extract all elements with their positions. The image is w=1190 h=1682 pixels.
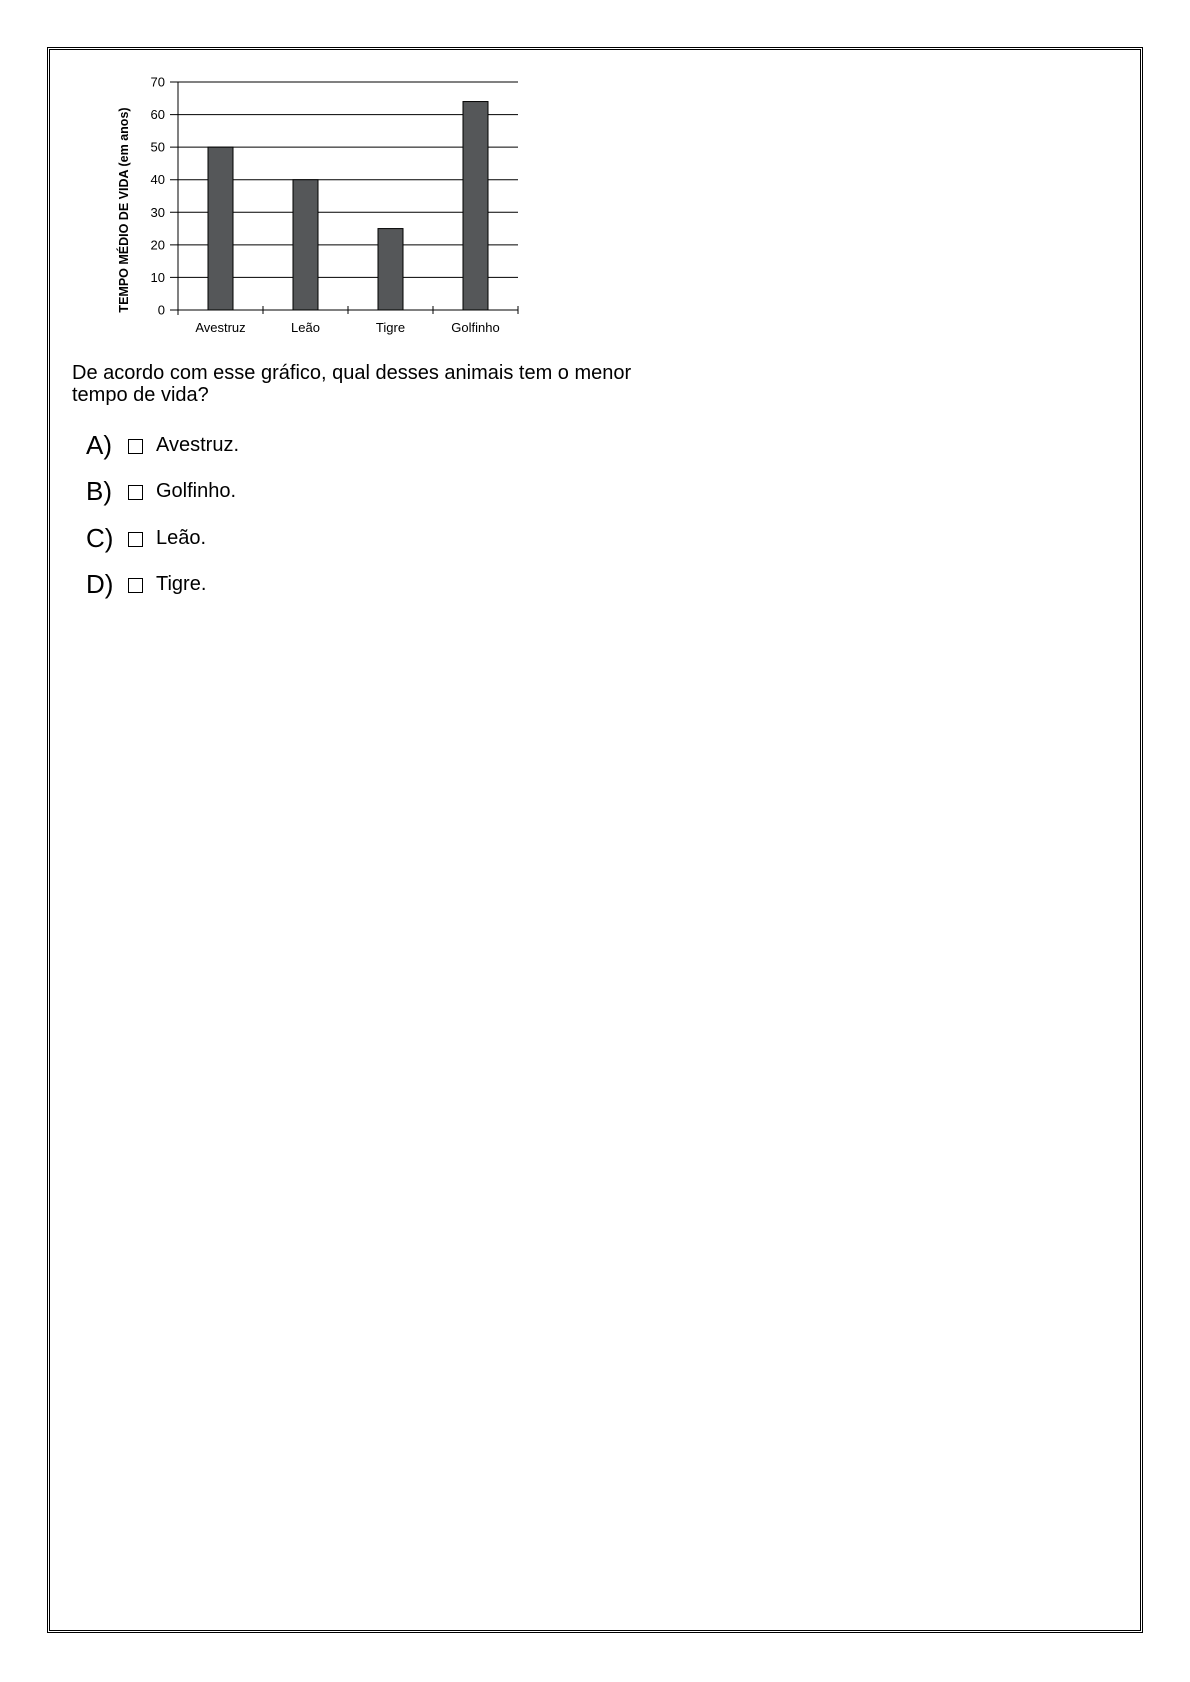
option-d-text: Tigre. [156, 573, 207, 596]
option-b[interactable] [86, 469, 239, 516]
option-d-letter: D) [86, 569, 114, 600]
question-text: De acordo com esse gráfico, qual desses animais tem o menor tempo de vida? [72, 362, 632, 406]
bar-chart [110, 65, 530, 340]
x-category-label: Golfinho [451, 320, 500, 335]
option-c-text: Leão. [156, 526, 207, 549]
y-tick-label: 70 [150, 74, 165, 90]
y-tick-label: 20 [150, 237, 165, 253]
option-a-text: Avestruz. [156, 433, 239, 456]
option-a-checkbox[interactable] [128, 439, 143, 454]
option-b-letter: B) [86, 476, 112, 507]
y-tick-label: 60 [150, 107, 165, 123]
option-c-checkbox[interactable] [128, 532, 143, 547]
bar-2 [293, 180, 318, 310]
bar-1 [208, 147, 233, 310]
option-d[interactable] [86, 562, 239, 609]
chart-svg [110, 65, 530, 340]
option-d-checkbox[interactable] [128, 578, 143, 593]
bar-4 [463, 102, 488, 310]
y-tick-label: 50 [150, 139, 165, 155]
x-category-label: Tigre [375, 320, 406, 335]
x-category-label: Avestruz [195, 320, 246, 335]
option-b-text: Golfinho. [156, 480, 237, 503]
option-a-letter: A) [86, 429, 112, 460]
y-axis-label: TEMPO MÉDIO DE VIDA (em anos) [117, 107, 131, 313]
option-a[interactable] [86, 422, 239, 469]
answer-options [86, 422, 239, 608]
y-tick-label: 40 [150, 172, 165, 188]
x-category-label: Leão [291, 320, 320, 335]
option-c[interactable] [86, 515, 239, 562]
bar-3 [378, 229, 403, 310]
option-b-checkbox[interactable] [128, 485, 143, 500]
option-c-letter: C) [86, 522, 114, 553]
y-tick-label: 30 [150, 204, 165, 220]
y-tick-label: 10 [150, 269, 165, 285]
y-tick-label: 0 [157, 302, 165, 318]
